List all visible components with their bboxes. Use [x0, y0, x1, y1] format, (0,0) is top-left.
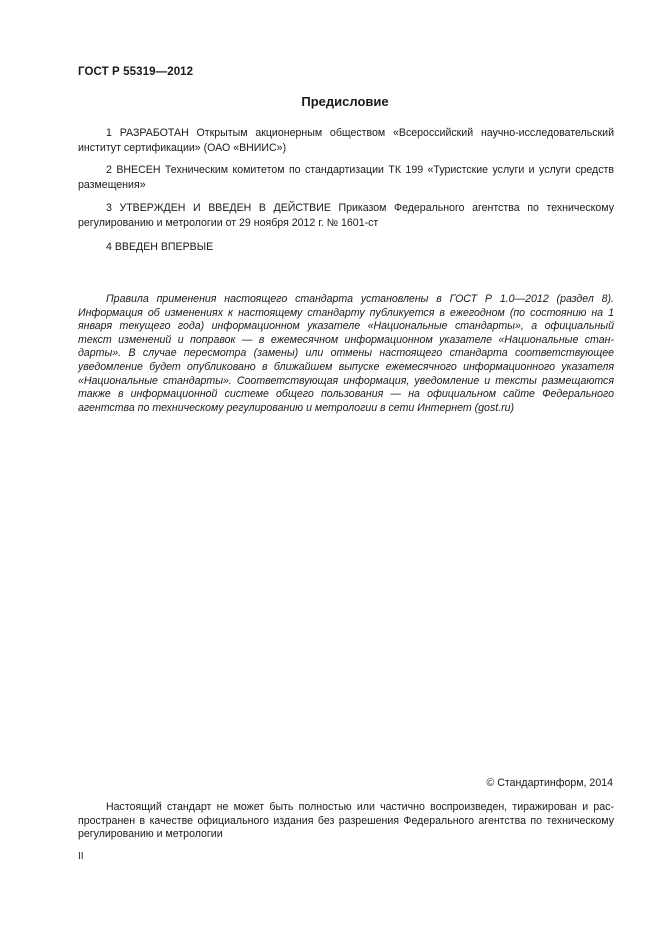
- preface-item-2: 2 ВНЕСЕН Техническим комитетом по стандартизации ТК 199 «Туристские услуги и услуги средств размещения»: [78, 164, 614, 191]
- rights-notice: Настоящий стандарт не может быть полностью или частично воспроизведен, тиражирован и распространен в качестве официального издания без разрешения Федерального агентства по техническому регулированию и метрологии: [78, 801, 614, 841]
- preface-item-3: 3 УТВЕРЖДЕН И ВВЕДЕН В ДЕЙСТВИЕ Приказом Федерального агентства по техническому регулированию и метрологии от 29 ноября 2012 г. № 1601-ст: [78, 202, 614, 229]
- preface-item-4: 4 ВВЕДЕН ВПЕРВЫЕ: [106, 241, 214, 253]
- page-number: II: [78, 851, 84, 862]
- copyright-line: © Стандартинформ, 2014: [486, 777, 613, 789]
- preface-item-1: 1 РАЗРАБОТАН Открытым акционерным обществом «Всероссийский научно-исследовательский институт сертификации» (ОАО «ВНИИС»): [78, 127, 614, 154]
- standard-code-header: ГОСТ Р 55319—2012: [78, 66, 194, 78]
- section-title: Предисловие: [301, 94, 389, 109]
- usage-rules-note: Правила применения настоящего стандарта установлены в ГОСТ Р 1.0—2012 (раздел 8). Информация об изменениях к настоящему стандарту публикуется в ежегодном (по состоянию на 1 января текущего года) информационном указателе «Национальные стандарты», а официальный текст изменений и поправок — в ежемесячном информационном указателе «Национальные стандарты». В случае пересмотра (замены) или отмены настоящего стандарта соответствующее уведомление будет опубликовано в ближайшем выпуске ежемесячного информационного указателя «Национальные стандарты». Соответствующая информация, уведомление и тексты размещаются также в информационной системе общего пользования — на официальном сайте Федерального агентства по техническому регулированию и метрологии в сети Интернет (gost.ru): [78, 293, 614, 414]
